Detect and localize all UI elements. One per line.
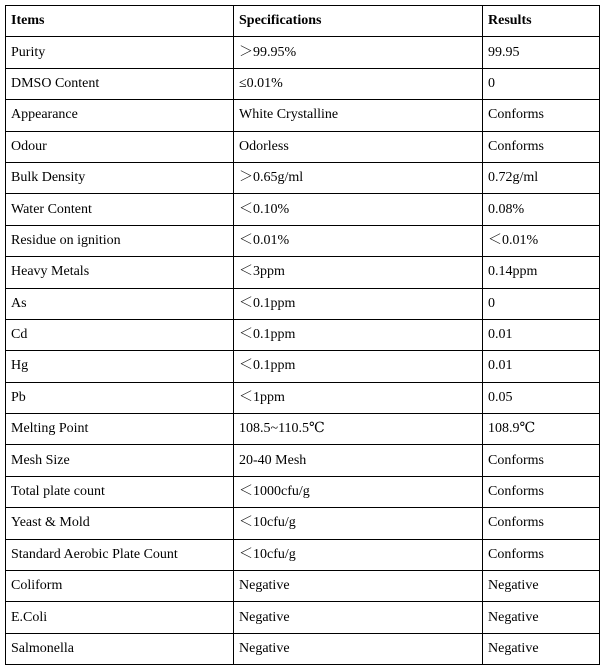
specification-cell: ＜0.10% xyxy=(234,194,483,225)
table-row xyxy=(6,539,600,570)
specification-cell: ＜0.1ppm xyxy=(234,351,483,382)
table-row xyxy=(6,100,600,131)
specification-cell: 20-40 Mesh xyxy=(234,445,483,476)
item-cell: Standard Aerobic Plate Count xyxy=(6,539,234,570)
item-cell: Salmonella xyxy=(6,633,234,664)
table-row xyxy=(6,225,600,256)
table-row xyxy=(6,194,600,225)
table-row xyxy=(6,602,600,633)
table-row xyxy=(6,288,600,319)
specification-cell: Negative xyxy=(234,602,483,633)
item-cell: Heavy Metals xyxy=(6,257,234,288)
result-cell: Conforms xyxy=(483,508,600,539)
result-cell: Negative xyxy=(483,602,600,633)
result-cell: Negative xyxy=(483,571,600,602)
item-cell: Water Content xyxy=(6,194,234,225)
table-body xyxy=(6,37,600,665)
specification-cell: ＜10cfu/g xyxy=(234,539,483,570)
item-cell: Total plate count xyxy=(6,476,234,507)
table-row xyxy=(6,382,600,413)
specification-table xyxy=(5,5,600,665)
result-cell: Conforms xyxy=(483,476,600,507)
table-header xyxy=(6,6,600,37)
result-cell: 0.01 xyxy=(483,319,600,350)
item-cell: Mesh Size xyxy=(6,445,234,476)
specification-cell: ＜0.1ppm xyxy=(234,288,483,319)
header-specifications: Specifications xyxy=(234,6,483,37)
result-cell: Conforms xyxy=(483,539,600,570)
specification-cell: ＜1000cfu/g xyxy=(234,476,483,507)
item-cell: E.Coli xyxy=(6,602,234,633)
table-row xyxy=(6,37,600,68)
item-cell: Appearance xyxy=(6,100,234,131)
table-row xyxy=(6,445,600,476)
specification-cell: ≤0.01% xyxy=(234,68,483,99)
specification-cell: ＜0.01% xyxy=(234,225,483,256)
table-row xyxy=(6,508,600,539)
table-row xyxy=(6,414,600,445)
specification-cell: Odorless xyxy=(234,131,483,162)
item-cell: Purity xyxy=(6,37,234,68)
item-cell: Pb xyxy=(6,382,234,413)
specification-cell: White Crystalline xyxy=(234,100,483,131)
item-cell: Bulk Density xyxy=(6,162,234,193)
result-cell: 0.08% xyxy=(483,194,600,225)
item-cell: Cd xyxy=(6,319,234,350)
result-cell: Negative xyxy=(483,633,600,664)
specification-cell: ＞0.65g/ml xyxy=(234,162,483,193)
result-cell: 99.95 xyxy=(483,37,600,68)
header-results: Results xyxy=(483,6,600,37)
item-cell: As xyxy=(6,288,234,319)
table-row xyxy=(6,131,600,162)
table-row xyxy=(6,162,600,193)
specification-cell: ＜10cfu/g xyxy=(234,508,483,539)
item-cell: DMSO Content xyxy=(6,68,234,99)
result-cell: 108.9℃ xyxy=(483,414,600,445)
specification-cell: ＜1ppm xyxy=(234,382,483,413)
item-cell: Hg xyxy=(6,351,234,382)
specification-cell: ＜3ppm xyxy=(234,257,483,288)
result-cell: 0.72g/ml xyxy=(483,162,600,193)
result-cell: 0 xyxy=(483,68,600,99)
result-cell: 0.14ppm xyxy=(483,257,600,288)
table-row xyxy=(6,68,600,99)
result-cell: Conforms xyxy=(483,100,600,131)
item-cell: Yeast & Mold xyxy=(6,508,234,539)
result-cell: Conforms xyxy=(483,445,600,476)
specification-cell: Negative xyxy=(234,571,483,602)
header-items: Items xyxy=(6,6,234,37)
result-cell: 0.05 xyxy=(483,382,600,413)
table-row xyxy=(6,319,600,350)
table-row xyxy=(6,257,600,288)
item-cell: Melting Point xyxy=(6,414,234,445)
item-cell: Residue on ignition xyxy=(6,225,234,256)
result-cell: Conforms xyxy=(483,131,600,162)
table-row xyxy=(6,633,600,664)
table-row xyxy=(6,571,600,602)
table-row xyxy=(6,351,600,382)
specification-cell: ＜0.1ppm xyxy=(234,319,483,350)
item-cell: Coliform xyxy=(6,571,234,602)
result-cell: 0 xyxy=(483,288,600,319)
item-cell: Odour xyxy=(6,131,234,162)
table-row xyxy=(6,476,600,507)
result-cell: ＜0.01% xyxy=(483,225,600,256)
specification-cell: Negative xyxy=(234,633,483,664)
specification-cell: ＞99.95% xyxy=(234,37,483,68)
result-cell: 0.01 xyxy=(483,351,600,382)
header-row xyxy=(6,6,600,37)
specification-cell: 108.5~110.5℃ xyxy=(234,414,483,445)
